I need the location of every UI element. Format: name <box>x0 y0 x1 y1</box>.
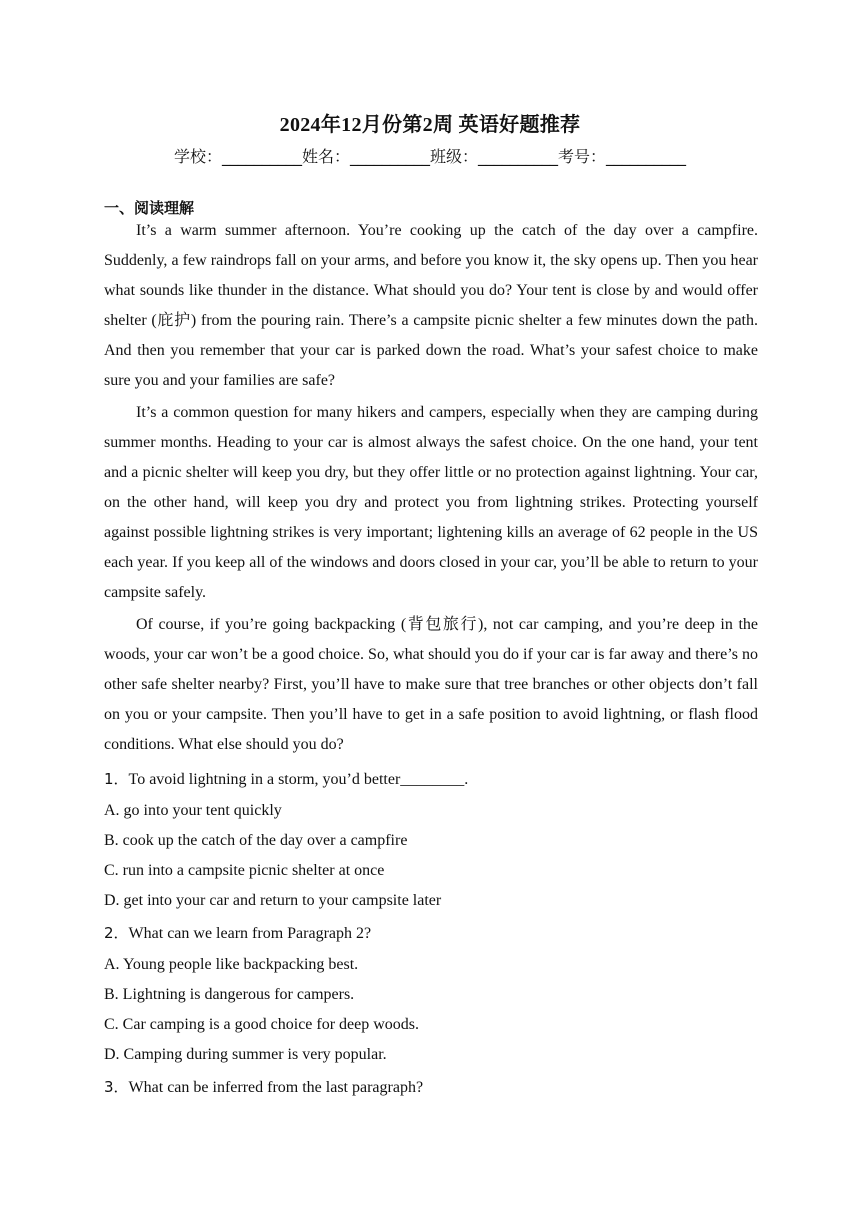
reading-passage <box>104 216 758 760</box>
question-2-option-c: C. Car camping is a good choice for deep woods. <box>104 1016 420 1033</box>
question-2-option-b: B. Lightning is dangerous for campers. <box>104 986 355 1003</box>
question-3-number: 3． <box>104 1078 129 1096</box>
document-title: 2024年12月份第2周 英语好题推荐 <box>279 114 581 136</box>
student-info-line <box>0 146 860 168</box>
question-2-option-a: A. Young people like backpacking best. <box>104 956 359 973</box>
exam-number-label: 考号： <box>558 147 607 166</box>
name-label: 姓名： <box>301 147 350 166</box>
name-blank: __________ <box>350 147 430 166</box>
question-2-stem <box>104 922 758 945</box>
question-2-text: What can we learn from Paragraph 2? <box>128 925 372 942</box>
question-1-number: 1． <box>104 770 129 788</box>
school-blank: __________ <box>221 147 302 166</box>
question-3-stem <box>104 1076 758 1099</box>
question-1-option-b: B. cook up the catch of the day over a campfire <box>104 832 408 849</box>
question-2-option-d: D. Camping during summer is very popular. <box>104 1046 387 1063</box>
question-1-option-a: A. go into your tent quickly <box>104 802 282 819</box>
passage-paragraph-2: It’s a common question for many hikers and campers, especially when they are camping during summer months. Heading to your car is almost always the safest choice. On the one hand, your tent and a picnic shelter will keep you dry, but they offer little or no protection against lightning. Your car, on the other hand, will keep you dry and protect you from lightning strikes. Protecting yourself against possible lightning strikes is very important; lightening kills an average of 62 people in the US each year. If you keep all of the windows and doors closed in your car, you’ll be able to return to your campsite safely. <box>104 404 758 601</box>
question-1-stem <box>104 768 758 791</box>
passage-paragraph-3: Of course, if you’re going backpacking (背包旅行), not car camping, and you’re deep in the woods, your car won’t be a good choice. So, what should you do if your car is far away and there’s no other safe shelter nearby? First, you’ll have to make sure that tree branches or other objects don’t fall on you or your campsite. Then you’ll have to get in a safe position to avoid lightning, or flash flood conditions. What else should you do? <box>104 616 758 753</box>
question-1-text: To avoid lightning in a storm, you’d better________. <box>128 771 469 788</box>
question-3-text: What can be inferred from the last paragraph? <box>128 1079 424 1096</box>
exam-number-blank: __________ <box>606 147 687 166</box>
question-1-option-c: C. run into a campsite picnic shelter at once <box>104 862 385 879</box>
school-label: 学校： <box>173 147 222 166</box>
question-2-number: 2． <box>104 924 129 942</box>
section-heading-reading: 一、阅读理解 <box>104 199 195 217</box>
class-blank: __________ <box>478 147 559 166</box>
question-1-option-d: D. get into your car and return to your campsite later <box>104 892 442 909</box>
class-label: 班级： <box>430 147 479 166</box>
passage-paragraph-1: It’s a warm summer afternoon. You’re cooking up the catch of the day over a campfire. Suddenly, a few raindrops fall on your arms, and before you know it, the sky opens up. Then you hear what sounds like thunder in the distance. What should you do? Your tent is close by and would offer shelter (庇护) from the pouring rain. There’s a campsite picnic shelter a few minutes down the path. And then you remember that your car is parked down the road. What’s your safest choice to make sure you and your families are safe? <box>104 222 758 389</box>
